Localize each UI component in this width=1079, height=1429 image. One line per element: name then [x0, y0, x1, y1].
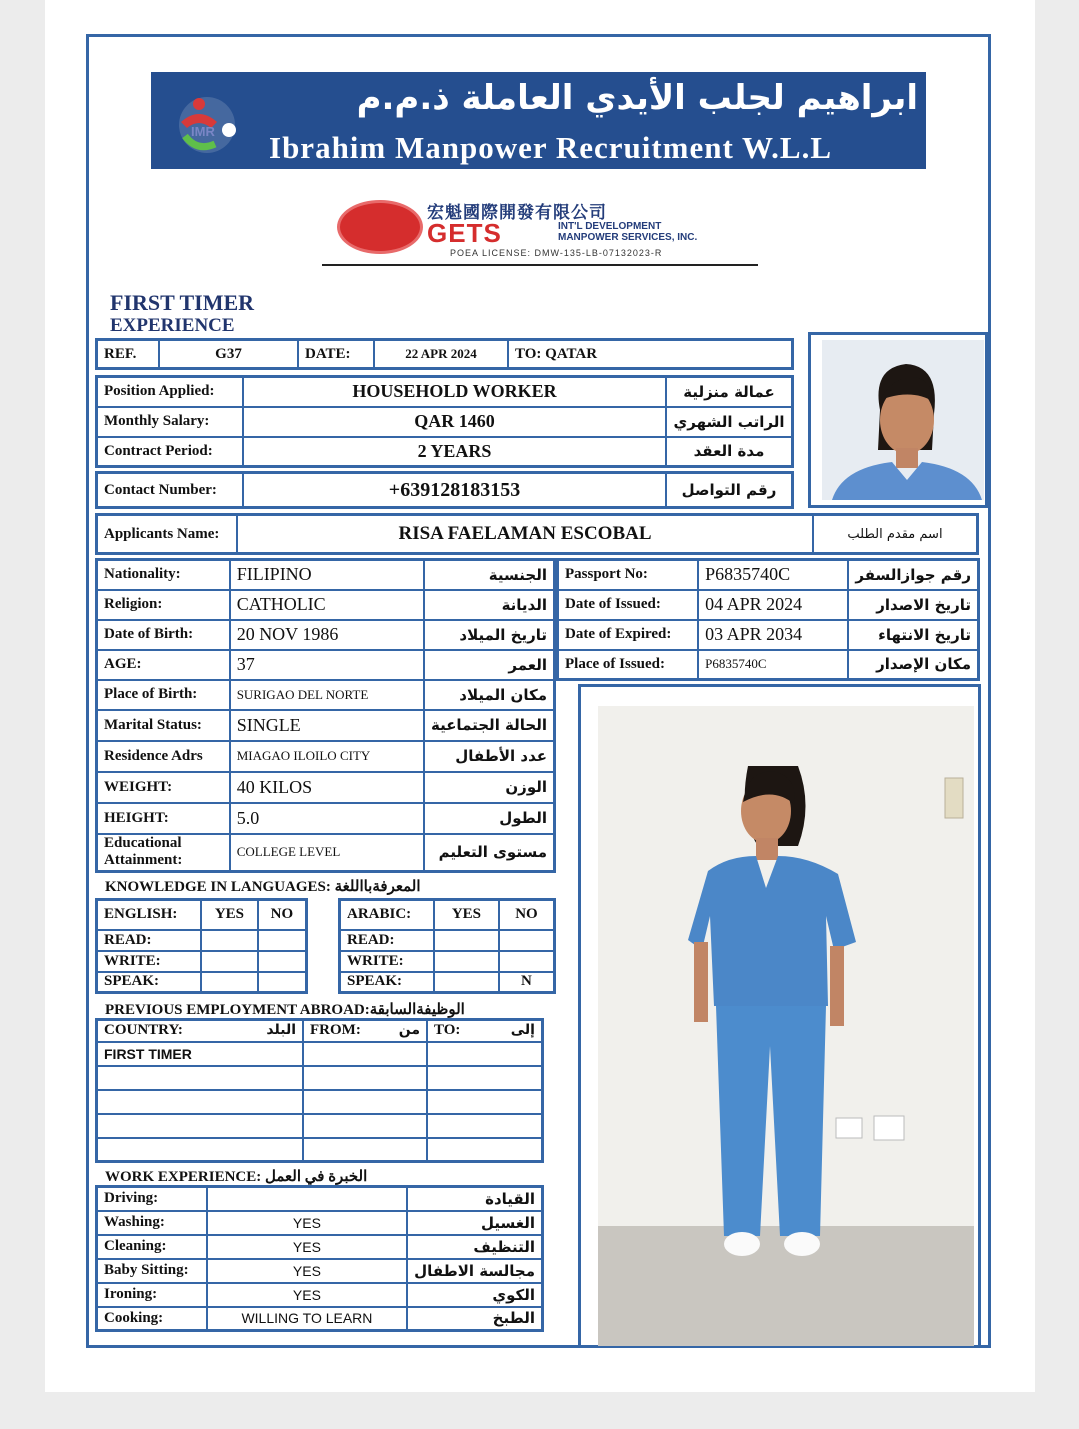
personal-value: 40 KILOS	[230, 772, 424, 803]
personal-row	[97, 680, 555, 710]
arabic-yes-cell	[434, 972, 499, 993]
ref-value: G37	[159, 340, 298, 369]
languages-title: KNOWLEDGE IN LANGUAGES: المعرفةبااللغة	[105, 879, 421, 895]
passport-row	[558, 650, 979, 680]
date-label: DATE:	[298, 340, 374, 369]
work-row	[97, 1187, 543, 1211]
personal-value: COLLEGE LEVEL	[230, 834, 424, 872]
passport-row	[558, 590, 979, 620]
employment-row	[97, 1042, 543, 1066]
personal-label: Place of Birth:	[97, 680, 230, 710]
title-first-timer: FIRST TIMER	[110, 290, 255, 315]
arabic-label: ARABIC:	[340, 900, 435, 930]
work-value: YES	[207, 1211, 407, 1235]
personal-row	[97, 772, 555, 803]
personal-label: Nationality:	[97, 560, 230, 590]
applicant-label: Applicants Name:	[97, 515, 238, 554]
agency-sub2: MANPOWER SERVICES, INC.	[558, 232, 698, 243]
work-arabic: الكوي	[407, 1283, 542, 1307]
work-row	[97, 1211, 543, 1235]
work-arabic: الطبخ	[407, 1307, 542, 1331]
work-arabic: القيادة	[407, 1187, 542, 1211]
personal-row	[97, 560, 555, 590]
passport-value: P6835740C	[698, 560, 848, 590]
employment-country: FIRST TIMER	[97, 1042, 304, 1066]
position-arabic: عمالة منزلية	[666, 377, 793, 407]
work-title: WORK EXPERIENCE: الخبرة في العمل	[105, 1169, 368, 1185]
contract-arabic: مدة العقد	[666, 437, 793, 467]
applicant-name: RISA FAELAMAN ESCOBAL	[237, 515, 813, 554]
passport-arabic: مكان الإصدار	[848, 650, 978, 680]
passport-label: Passport No:	[558, 560, 699, 590]
work-value: WILLING TO LEARN	[207, 1307, 407, 1331]
passport-arabic: تاريخ الاصدار	[848, 590, 978, 620]
personal-arabic: مستوى التعليم	[424, 834, 555, 872]
position-value: HOUSEHOLD WORKER	[243, 377, 666, 407]
personal-label: AGE:	[97, 650, 230, 680]
agency-subtitle	[558, 221, 697, 243]
from-arabic: من	[398, 1022, 420, 1039]
agency-sub1: INT'L DEVELOPMENT	[558, 221, 662, 232]
passport-row	[558, 560, 979, 590]
salary-label: Monthly Salary:	[97, 407, 244, 437]
personal-arabic: الحالة الجتماعية	[424, 710, 555, 741]
country-header	[97, 1020, 304, 1042]
passport-arabic: رقم جوازالسفر	[848, 560, 978, 590]
personal-value: MIAGAO ILOILO CITY	[230, 741, 424, 772]
passport-row	[558, 620, 979, 650]
personal-label: WEIGHT:	[97, 772, 230, 803]
position-label: Position Applied:	[97, 377, 244, 407]
arabic-skill-label: WRITE:	[340, 951, 435, 972]
employment-row	[97, 1066, 543, 1090]
ref-row	[95, 338, 794, 370]
to-label: TO: QATAR	[508, 340, 793, 369]
arabic-row	[340, 930, 555, 951]
portrait-image-icon	[822, 340, 984, 500]
employment-country	[97, 1114, 304, 1138]
from-header	[303, 1020, 427, 1042]
personal-value: SURIGAO DEL NORTE	[230, 680, 424, 710]
english-label: ENGLISH:	[97, 900, 202, 930]
english-yes-cell	[201, 930, 258, 951]
agency-chinese-name: 宏魁國際開發有限公司	[427, 203, 607, 223]
personal-value: 5.0	[230, 803, 424, 834]
agency-license: POEA LICENSE: DMW-135-LB-07132023-R	[450, 248, 663, 258]
passport-value: 03 APR 2034	[698, 620, 848, 650]
passport-value: 04 APR 2024	[698, 590, 848, 620]
arabic-no-cell: N	[499, 972, 555, 993]
employment-to	[427, 1138, 543, 1162]
english-no-cell	[258, 951, 307, 972]
to-arabic: إلى	[510, 1022, 535, 1039]
company-name-english: Ibrahim Manpower Recruitment W.L.L	[269, 130, 833, 165]
to-label: TO:	[434, 1022, 461, 1039]
personal-arabic: عدد الأطفال	[424, 741, 555, 772]
full-body-image-icon	[598, 706, 974, 1346]
employment-row	[97, 1138, 543, 1162]
personal-label: Religion:	[97, 590, 230, 620]
personal-table	[95, 558, 556, 873]
english-row	[97, 972, 307, 993]
work-row	[97, 1283, 543, 1307]
passport-value: P6835740C	[698, 650, 848, 680]
arabic-table	[338, 898, 556, 994]
passport-table	[556, 558, 980, 681]
salary-value: QAR 1460	[243, 407, 666, 437]
personal-value: 20 NOV 1986	[230, 620, 424, 650]
work-label: Baby Sitting:	[97, 1259, 207, 1283]
personal-arabic: مكان الميلاد	[424, 680, 555, 710]
employment-from	[303, 1114, 427, 1138]
arabic-skill-label: SPEAK:	[340, 972, 435, 993]
personal-row	[97, 834, 555, 872]
english-skill-label: READ:	[97, 930, 202, 951]
employment-country	[97, 1066, 304, 1090]
arabic-yes-header: YES	[434, 900, 499, 930]
employment-row	[97, 1090, 543, 1114]
title-experience: EXPERIENCE	[110, 315, 235, 336]
personal-label: Date of Birth:	[97, 620, 230, 650]
work-table	[95, 1185, 544, 1332]
salary-arabic: الراتب الشهري	[666, 407, 793, 437]
contact-label: Contact Number:	[97, 473, 244, 508]
employment-table	[95, 1018, 544, 1163]
personal-row	[97, 803, 555, 834]
english-no-cell	[258, 972, 307, 993]
contract-label: Contract Period:	[97, 437, 244, 467]
personal-row	[97, 710, 555, 741]
employment-to	[427, 1042, 543, 1066]
work-value: YES	[207, 1259, 407, 1283]
work-row	[97, 1259, 543, 1283]
svg-text:IMR: IMR	[191, 124, 215, 139]
applicant-row	[95, 513, 979, 555]
english-table	[95, 898, 308, 994]
work-label: Ironing:	[97, 1283, 207, 1307]
employment-title: PREVIOUS EMPLOYMENT ABROAD:الوظيفةالسابقة	[105, 1002, 465, 1018]
agency-name: GETS	[427, 218, 502, 248]
personal-arabic: العمر	[424, 650, 555, 680]
english-skill-label: SPEAK:	[97, 972, 202, 993]
work-label: Washing:	[97, 1211, 207, 1235]
personal-row	[97, 620, 555, 650]
personal-value: FILIPINO	[230, 560, 424, 590]
work-arabic: التنظيف	[407, 1235, 542, 1259]
english-yes-header: YES	[201, 900, 258, 930]
personal-arabic: الوزن	[424, 772, 555, 803]
gets-globe-icon	[337, 200, 423, 254]
personal-arabic: الجنسية	[424, 560, 555, 590]
work-value: YES	[207, 1235, 407, 1259]
passport-label: Date of Issued:	[558, 590, 699, 620]
personal-value: SINGLE	[230, 710, 424, 741]
to-header	[427, 1020, 543, 1042]
arabic-no-cell	[499, 951, 555, 972]
work-value: YES	[207, 1283, 407, 1307]
english-no-cell	[258, 930, 307, 951]
work-label: Driving:	[97, 1187, 207, 1211]
contact-row	[95, 471, 794, 509]
employment-country	[97, 1138, 304, 1162]
from-label: FROM:	[310, 1022, 361, 1039]
personal-value: 37	[230, 650, 424, 680]
arabic-skill-label: READ:	[340, 930, 435, 951]
contract-value: 2 YEARS	[243, 437, 666, 467]
passport-arabic: تاريخ الانتهاء	[848, 620, 978, 650]
personal-label: Residence Adrs	[97, 741, 230, 772]
work-row	[97, 1307, 543, 1331]
personal-label: Marital Status:	[97, 710, 230, 741]
work-arabic: الغسيل	[407, 1211, 542, 1235]
arabic-no-cell	[499, 930, 555, 951]
english-row	[97, 951, 307, 972]
portrait-photo	[822, 340, 984, 500]
imr-logo-icon	[167, 92, 255, 158]
arabic-yes-cell	[434, 930, 499, 951]
work-row	[97, 1235, 543, 1259]
country-arabic: البلد	[266, 1022, 296, 1039]
employment-to	[427, 1066, 543, 1090]
contact-arabic: رقم التواصل	[666, 473, 793, 508]
english-row	[97, 930, 307, 951]
arabic-row	[340, 972, 555, 993]
applicant-arabic: اسم مقدم الطلب	[813, 515, 978, 554]
employment-from	[303, 1090, 427, 1114]
personal-label: Educational Attainment:	[97, 834, 230, 872]
passport-label: Date of Expired:	[558, 620, 699, 650]
personal-label: HEIGHT:	[97, 803, 230, 834]
passport-label: Place of Issued:	[558, 650, 699, 680]
employment-to	[427, 1114, 543, 1138]
arabic-yes-cell	[434, 951, 499, 972]
agency-logo-block	[322, 192, 758, 266]
english-yes-cell	[201, 951, 258, 972]
english-skill-label: WRITE:	[97, 951, 202, 972]
arabic-no-header: NO	[499, 900, 555, 930]
personal-row	[97, 741, 555, 772]
personal-value: CATHOLIC	[230, 590, 424, 620]
full-body-photo	[598, 706, 974, 1346]
employment-to	[427, 1090, 543, 1114]
personal-arabic: الطول	[424, 803, 555, 834]
english-yes-cell	[201, 972, 258, 993]
english-no-header: NO	[258, 900, 307, 930]
personal-arabic: الديانة	[424, 590, 555, 620]
work-arabic: مجالسة الاطفال	[407, 1259, 542, 1283]
work-label: Cleaning:	[97, 1235, 207, 1259]
work-value	[207, 1187, 407, 1211]
employment-from	[303, 1066, 427, 1090]
arabic-row	[340, 951, 555, 972]
employment-row	[97, 1114, 543, 1138]
contact-value: +639128183153	[243, 473, 666, 508]
personal-row	[97, 590, 555, 620]
company-banner	[151, 72, 926, 169]
ref-label: REF.	[97, 340, 160, 369]
employment-from	[303, 1138, 427, 1162]
personal-arabic: تاريخ الميلاد	[424, 620, 555, 650]
company-name-arabic: ابراهيم لجلب الأيدي العاملة ذ.م.م	[356, 78, 918, 118]
personal-row	[97, 650, 555, 680]
country-label: COUNTRY:	[104, 1022, 183, 1039]
employment-from	[303, 1042, 427, 1066]
employment-country	[97, 1090, 304, 1114]
date-value: 22 APR 2024	[374, 340, 508, 369]
job-table	[95, 375, 794, 468]
work-label: Cooking:	[97, 1307, 207, 1331]
